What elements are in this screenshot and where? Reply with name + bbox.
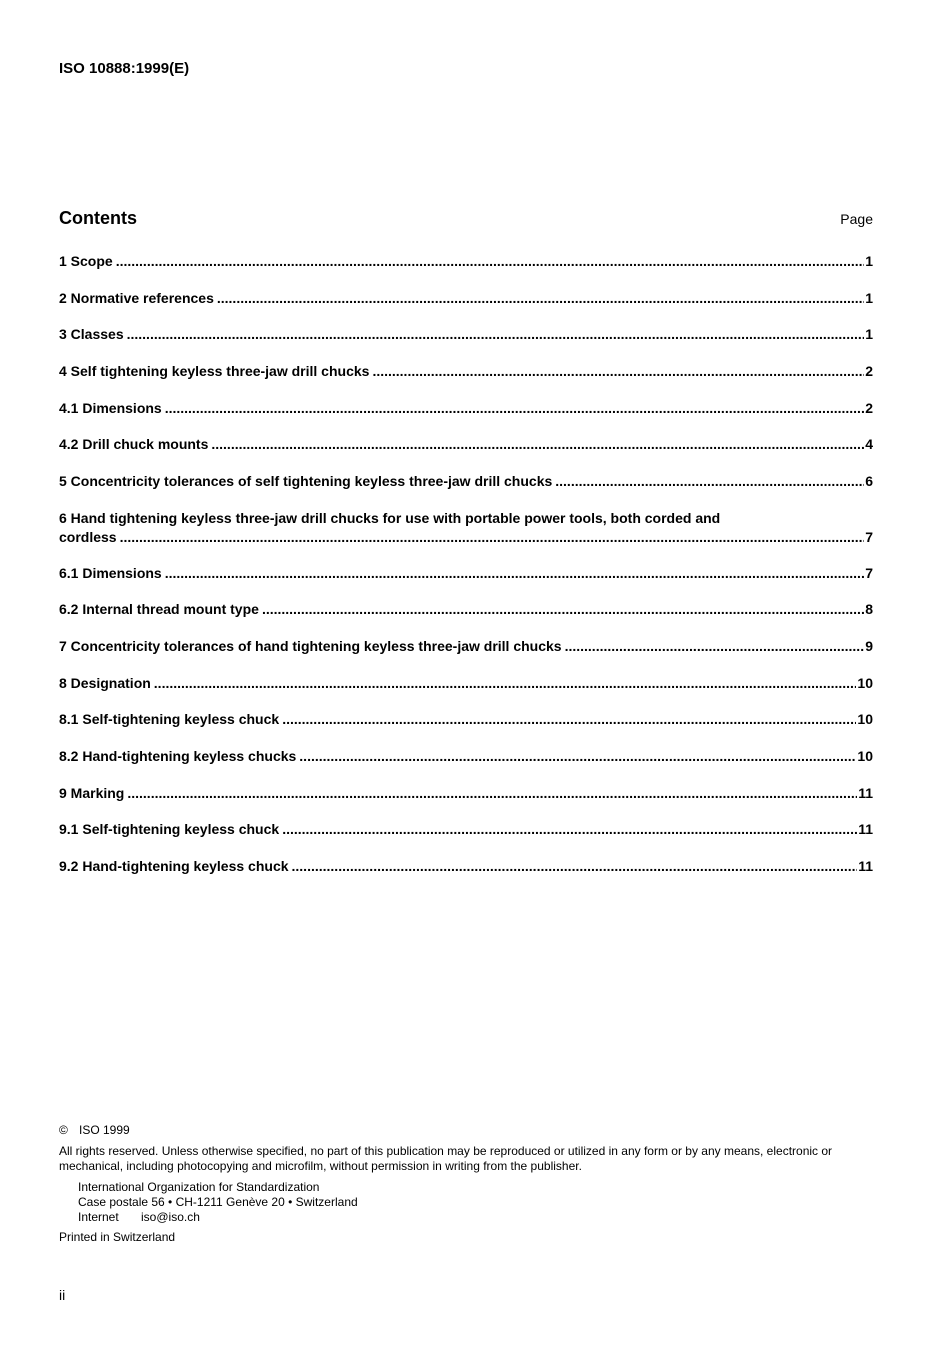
toc-entry-title: 6.2 Internal thread mount type xyxy=(59,601,259,618)
toc-leader-dots xyxy=(555,472,864,491)
toc-entry-page: 9 xyxy=(865,637,873,654)
toc-entry-page: 6 xyxy=(865,473,873,490)
toc-entry[interactable] xyxy=(59,289,873,308)
toc-entry[interactable] xyxy=(59,509,873,547)
toc-entry-page: 10 xyxy=(857,748,873,765)
toc-entry[interactable] xyxy=(59,820,873,839)
toc-entry-title: 9.1 Self-tightening keyless chuck xyxy=(59,821,280,838)
toc-entry[interactable] xyxy=(59,674,873,693)
toc-entry-title: 6.1 Dimensions xyxy=(59,564,162,581)
toc-entry-page: 1 xyxy=(865,326,873,343)
toc-leader-dots xyxy=(282,820,857,839)
toc-entry-page: 2 xyxy=(865,399,873,416)
toc-leader-dots xyxy=(262,600,864,619)
toc-entry[interactable] xyxy=(59,710,873,729)
toc-entry[interactable] xyxy=(59,784,873,803)
toc-entry-page: 7 xyxy=(865,564,873,581)
toc-entry-title: 1 Scope xyxy=(59,253,113,269)
printed-in: Printed in Switzerland xyxy=(59,1230,176,1244)
page-column-label: Page xyxy=(840,211,873,227)
toc-entry-title: 4.1 Dimensions xyxy=(59,399,162,416)
toc-leader-dots xyxy=(282,710,856,729)
toc-entry[interactable] xyxy=(59,399,873,418)
page-number: ii xyxy=(59,1287,66,1303)
toc-entry-title: 9 Marking xyxy=(59,784,125,801)
toc-entry[interactable] xyxy=(59,325,873,344)
toc-entry-page: 11 xyxy=(858,784,873,801)
publisher-address xyxy=(59,1180,873,1225)
toc-leader-dots xyxy=(165,564,865,583)
toc-entry-title: 8.2 Hand-tightening keyless chucks xyxy=(59,748,297,765)
toc-entry[interactable] xyxy=(59,435,873,454)
toc-entry-title: 5 Concentricity tolerances of self tightening keyless three-jaw drill chucks xyxy=(59,473,553,490)
copyright-text: ISO 1999 xyxy=(79,1123,130,1137)
document-id: ISO 10888:1999(E) xyxy=(59,60,190,77)
toc-leader-dots xyxy=(120,528,865,547)
copyright-symbol: © xyxy=(59,1123,68,1137)
toc-entry[interactable] xyxy=(59,637,873,656)
toc-entry-title: 7 Concentricity tolerances of hand tightening keyless three-jaw drill chucks xyxy=(59,637,562,654)
toc-entry-page: 11 xyxy=(858,821,873,838)
toc-leader-dots xyxy=(565,637,865,656)
toc-leader-dots xyxy=(116,252,865,271)
toc-entry[interactable] xyxy=(59,747,873,766)
toc-entry-title: 3 Classes xyxy=(59,326,124,343)
toc-entry[interactable] xyxy=(59,857,873,876)
toc-entry-title: 8.1 Self-tightening keyless chuck xyxy=(59,711,280,728)
toc-entry-title: 8 Designation xyxy=(59,674,151,691)
toc-leader-dots xyxy=(165,399,865,418)
toc-leader-dots xyxy=(154,674,857,693)
contents-header xyxy=(59,208,873,229)
toc-entry-title: 4 Self tightening keyless three-jaw drill chucks xyxy=(59,363,370,380)
copyright-footer xyxy=(59,1123,873,1245)
toc-entry-page: 11 xyxy=(858,858,873,875)
rights-statement: All rights reserved. Unless otherwise specified, no part of this publication may be reproduced or utilized in any form or by any means, electronic or mechanical, including photocopying and microfilm, without permission in writing from the publisher. xyxy=(59,1144,833,1173)
table-of-contents xyxy=(59,252,873,894)
org-address: Case postale 56 • CH-1211 Genève 20 • Switzerland xyxy=(78,1195,358,1209)
toc-leader-dots xyxy=(292,857,858,876)
toc-entry-title: 9.2 Hand-tightening keyless chuck xyxy=(59,858,289,875)
org-name: International Organization for Standardization xyxy=(78,1180,320,1194)
contents-title: Contents xyxy=(59,208,137,228)
toc-entry[interactable] xyxy=(59,252,873,271)
toc-leader-dots xyxy=(127,784,857,803)
internet-email[interactable]: iso@iso.ch xyxy=(141,1210,200,1224)
internet-line xyxy=(78,1210,873,1225)
internet-label: Internet xyxy=(78,1210,119,1224)
toc-entry-title: 4.2 Drill chuck mounts xyxy=(59,436,209,453)
toc-leader-dots xyxy=(211,435,864,454)
toc-leader-dots xyxy=(127,325,865,344)
copyright-line xyxy=(59,1123,873,1138)
toc-entry-page: 7 xyxy=(865,528,873,545)
toc-entry-title: 2 Normative references xyxy=(59,289,214,306)
toc-entry-page: 10 xyxy=(857,674,873,691)
toc-leader-dots xyxy=(217,289,864,308)
toc-entry[interactable] xyxy=(59,472,873,491)
toc-entry[interactable] xyxy=(59,564,873,583)
toc-entry[interactable] xyxy=(59,600,873,619)
toc-entry-page: 1 xyxy=(865,289,873,306)
toc-entry-page: 10 xyxy=(857,711,873,728)
toc-entry-page: 8 xyxy=(865,601,873,618)
toc-entry-title-line1: 6 Hand tightening keyless three-jaw drill chucks for use with portable power tools, both corded and xyxy=(59,509,721,526)
toc-entry-page: 2 xyxy=(865,363,873,380)
toc-leader-dots xyxy=(299,747,856,766)
toc-entry-page: 4 xyxy=(865,436,873,453)
toc-entry-page: 1 xyxy=(865,253,873,269)
toc-entry[interactable] xyxy=(59,362,873,381)
toc-leader-dots xyxy=(372,362,864,381)
toc-entry-title-line2: cordless xyxy=(59,528,117,545)
